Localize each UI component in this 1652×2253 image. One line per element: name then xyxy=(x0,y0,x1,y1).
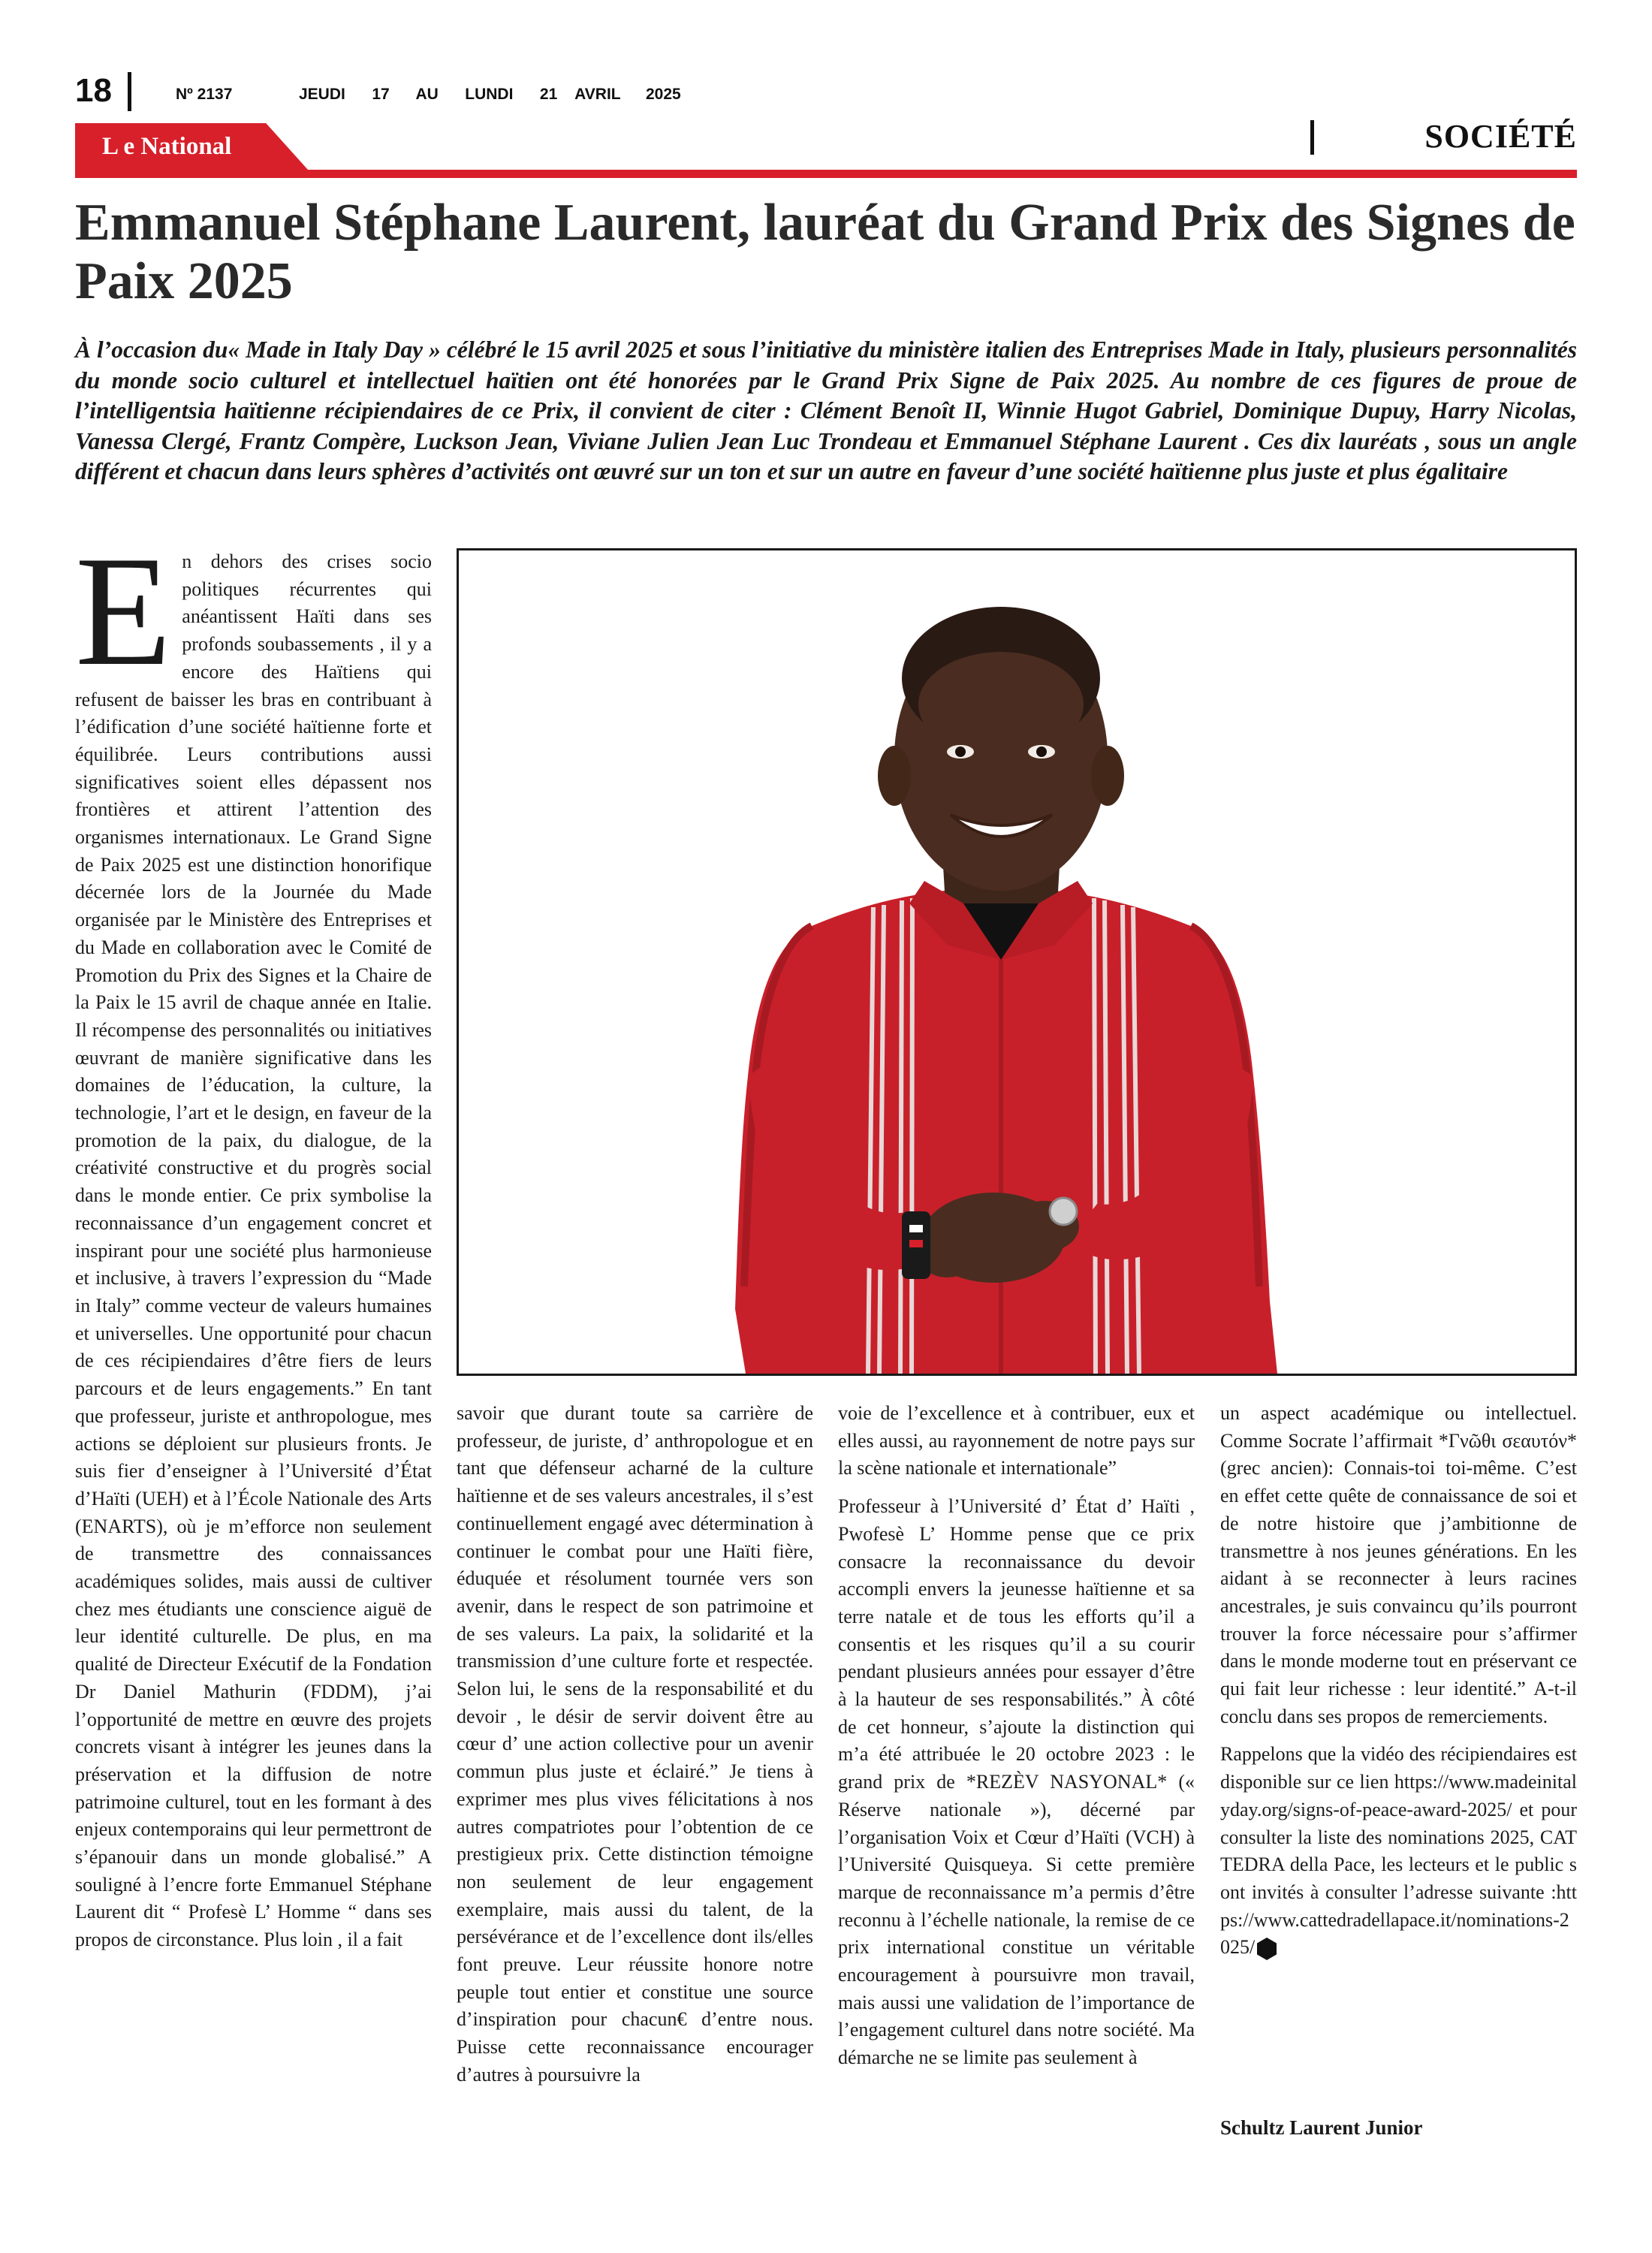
issue-date: JEUDI 17 AU LUNDI 21 AVRIL xyxy=(299,86,621,103)
section-label: SOCIÉTÉ xyxy=(1424,118,1577,155)
header-rule xyxy=(75,170,1577,178)
article-headline: Emmanuel Stéphane Laurent, lauréat du Grand Prix des Signes de Paix 2025 xyxy=(75,194,1575,310)
drop-cap: E xyxy=(75,524,172,698)
article-paragraph xyxy=(75,524,432,1954)
article-text: n dehors des crises socio politiques récurrentes qui anéantissent Haïti dans ses profonds soubassements , il y a encore des Haïtiens qui refusent de baisser les bras en contribuant à l’édification d’une société haïtienne forte et équilibrée. Leurs contributions aussi significatives soient elles dépassent nos frontières et attirent l’attention des organismes internationaux. Le Grand Signe de Paix 2025 est une distinction honorifique décernée lors de la Journée du Made organisée par le Ministère des Entreprises et du Made en collaboration avec le Comité de Promotion du Prix des Signes et la Chaire de la Paix le 15 avril de chaque année en Italie. Il récompense des personnalités ou initiatives œuvrant de manière significative dans les domaines de l’éducation, la culture, la technologie, l’art et le design, en faveur de la promotion de la paix, du dialogue, de la créativité constructive et du progrès social dans le monde entier. Ce prix symbolise la reconnaissance d’un engagement concret et inspirant pour une société plus harmonieuse et inclusive, à travers l’expression du “Made in Italy” comme vecteur de valeurs humaines et universelles. Une opportunité pour chacun de ces récipiendaires d’être fiers de leurs parcours et de leurs engagements.” En tant que professeur, juriste et anthropologue, mes actions se déploient sur plusieurs fronts. Je suis fier d’enseigner à l’Université d’État d’Haïti (UEH) et à l’École Nationale des Arts (ENARTS), où je m’efforce non seulement de transmettre des connaissances académiques solides, mais aussi de cultiver chez mes étudiants une conscience aiguë de leur identité culturelle. De plus, en ma qualité de Directeur Exécutif de la Fondation Dr Daniel Mathurin (FDDM), j’ai l’opportunité de mettre en œuvre des projets concrets visant à intégrer les jeunes dans la préservation et la diffusion de notre patrimoine culturel, tout en les formant à des enjeux contemporains qui leur permettront de s’épanouir dans un monde globalisé.” A souligné à l’encre forte Emmanuel Stéphane Laurent dit “ Profesè L’ Homme “ dans ses propos de circonstance. Plus loin , il a fait xyxy=(75,550,432,1951)
newspaper-brand: L e National xyxy=(102,133,232,160)
article-column-3 xyxy=(838,1400,1195,2083)
page-number: 18 xyxy=(75,72,112,109)
article-paragraph: Professeur à l’Université d’ État d’ Haïti , Pwofesè L’ Homme pense que ce prix consacre la reconnaissance du devoir accompli envers la jeunesse haïtienne et sa terre natale et de tous les efforts qu’il a consentis et les risques qu’il a su courir pendant plusieurs années pour essayer d’être à la hauteur de ses responsabilités.” À côté de cet honneur, s’ajoute la distinction qui m’a été attribuée le 20 octobre 2023 : le grand prix de *REZÈV NASYONAL* (« Réserve nationale »), décerné par l’organisation Voix et Cœur d’Haïti (VCH) à l’Université Quisqueya. Si cette première marque de reconnaissance m’a permis d’être reconnu à l’échelle nationale, la remise de ce prix international constitue un véritable encouragement à poursuivre mon travail, mais aussi une validation de l’importance de l’engagement culturel dans notre société. Ma démarche ne se limite pas seulement à xyxy=(838,1495,1195,2069)
article-column-1 xyxy=(75,524,432,1965)
article-standfirst: À l’occasion du« Made in Italy Day » célébré le 15 avril 2025 et sous l’initiative du ministère italien des Entreprises Made in Italy, plusieurs personnalités du monde socio culturel et intellectuel haïtien ont été honorées par le Grand Prix Signe de Paix 2025. Au nombre de ces figures de proue de l’intelligentsia haïtienne récipiendaires de ce Prix, il convient de citer : Clément Benoît II, Winnie Hugot Gabriel, Dominique Dupuy, Harry Nicolas, Vanessa Clergé, Frantz Compère, Luckson Jean, Viviane Julien Jean Luc Trondeau et Emmanuel Stéphane Laurent . Ces dix lauréats , sous un angle différent et chacun dans leurs sphères d’activités ont œuvré sur un ton et sur un autre en faveur d’une société haïtienne plus juste et plus égalitaire xyxy=(75,336,1577,484)
article-paragraph: savoir que durant toute sa carrière de professeur, de juriste, d’ anthropologue et en tant que défenseur acharné de la culture haïtienne et de ses valeurs ancestrales, il s’est continuellement engagé avec détermination à continuer le combat pour une Haïti fière, éduquée et résolument tournée vers son avenir, dans le respect de son patrimoine et de ses valeurs. La paix, la solidarité et la transmission d’une culture forte et respectée. Selon lui, le sens de la responsabilité et du devoir , le désir de servir doivent être au cœur d’ une action collective pour un avenir commun plus juste et éclairé.” Je tiens à exprimer mes plus vives félicitations à nos autres compatriotes pour l’obtention de ce prestigieux prix. Cette distinction témoigne non seulement de leur engagement exemplaire, mais aussi du talent, de la persévérance et de l’excellence dont ils/elles font preuve. Leur réussite honore notre peuple tout entier et constitue une source d’inspiration pour chacun€ d’entre nous. Puisse cette reconnaissance encourager d’autres à poursuivre la xyxy=(457,1402,813,2086)
article-paragraph: un aspect académique ou intellectuel. Comme Socrate l’affirmait *Γνῶθι σεαυτόν* (grec ancien): Connais-toi toi-même. C’est en effet cette quête de connaissance de soi et de notre histoire que j’ambitionne de transmettre à nos jeunes générations. En les aidant à se reconnecter à leurs racines ancestrales, je suis convaincu qu’ils pourront trouver la force nécessaire pour s’affirmer dans le monde moderne tout en préservant ce qui fait leur richesse : leur identité.” A-t-il conclu dans ses propos de remerciements. xyxy=(1220,1402,1577,1727)
section-divider xyxy=(1310,120,1314,155)
article-paragraph: voie de l’excellence et à contribuer, eux et elles aussi, au rayonnement de notre pays sur la scène nationale et internationale” xyxy=(838,1402,1195,1479)
issue-number: Nº 2137 xyxy=(176,86,233,103)
article-column-4 xyxy=(1220,1400,1577,1972)
article-paragraph xyxy=(1220,1741,1577,1962)
page-number-divider xyxy=(128,72,131,111)
article-photo xyxy=(457,548,1577,1376)
article-byline: Schultz Laurent Junior xyxy=(1220,2116,1423,2139)
article-text: Rappelons que la vidéo des récipiendaires est disponible sur ce lien https://www.madeinitalyday.org/signs-of-peace-award-2025/ et pour consulter la liste des nominations 2025, CATTEDRA della Pace, les lecteurs et le public sont invités à consulter l’adresse suivante :https://www.cattedradellapace.it/nominations-2025/ xyxy=(1220,1743,1577,1959)
portrait-photo xyxy=(459,550,1575,1374)
end-of-article-icon xyxy=(1255,1937,1279,1961)
article-column-2 xyxy=(457,1400,813,2100)
issue-year: 2025 xyxy=(646,86,681,103)
